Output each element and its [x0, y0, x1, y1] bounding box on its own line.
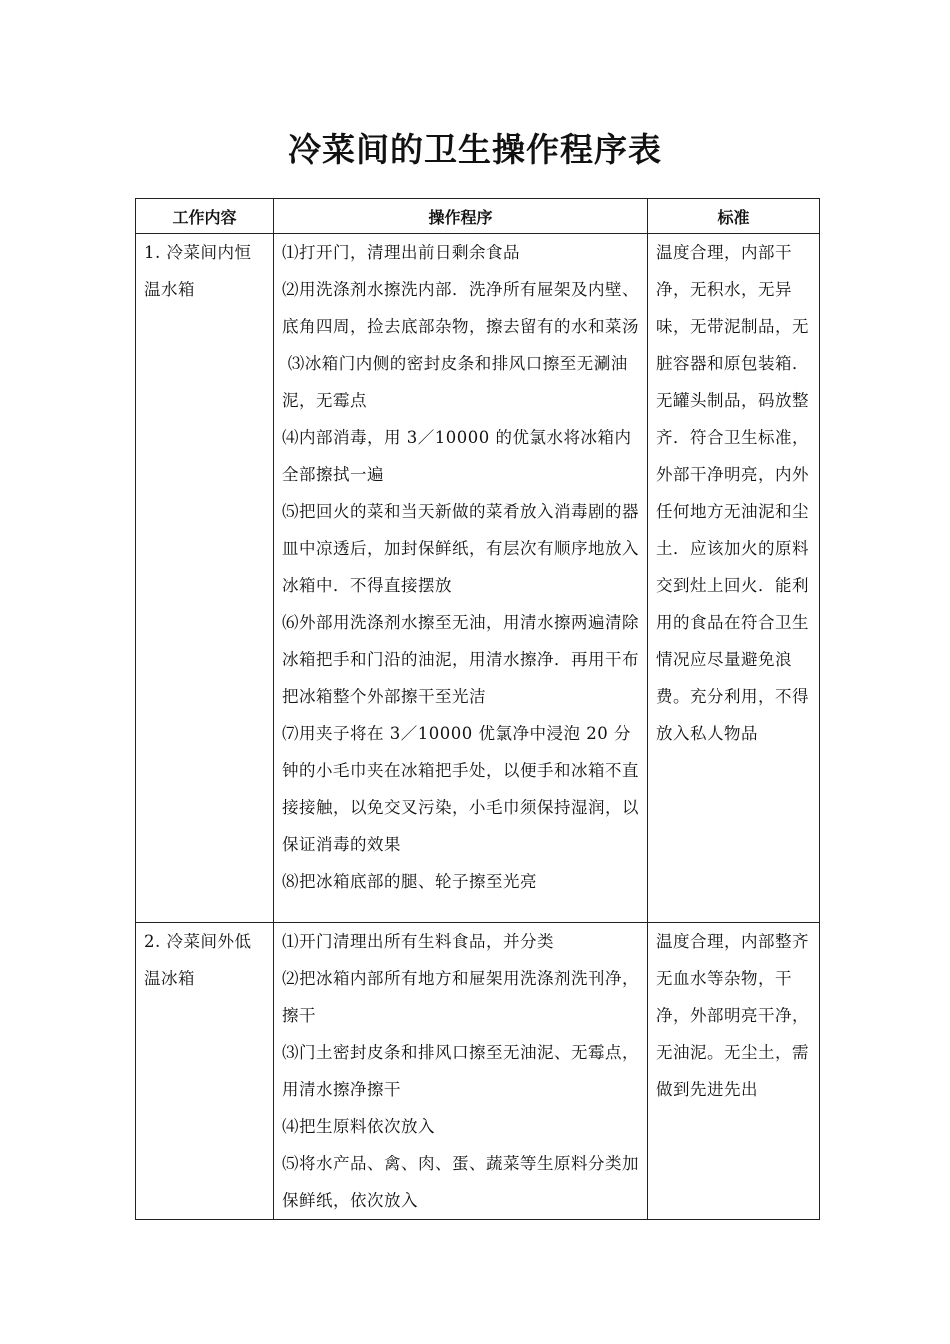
standard-cell: [648, 234, 820, 923]
header-procedure: 操作程序: [274, 199, 648, 234]
procedure-step: ⑸把回火的菜和当天新做的菜肴放入消毒剧的器皿中凉透后，加封保鲜纸，有层次有顺序地放入冰箱中．不得直接摆放: [282, 502, 639, 595]
procedure-step: ⑴开门清理出所有生料食品，并分类: [282, 932, 554, 951]
procedure-table: [135, 198, 820, 1220]
work-content-cell: [136, 923, 274, 1220]
header-standard: 标准: [648, 199, 820, 234]
work-content-cell: [136, 234, 274, 923]
procedure-step: ⑶冰箱门内侧的密封皮条和排风口擦至无涮油泥，无霉点: [282, 354, 628, 410]
procedure-step: ⑵用洗涤剂水擦洗内部．洗净所有屉架及内壁、底角四周，捡去底部杂物，擦去留有的水和菜汤: [282, 280, 639, 336]
procedure-step: ⑶门土密封皮条和排风口擦至无油泥、无霉点，用清水擦净擦干: [282, 1043, 639, 1099]
procedure-step: ⑸将水产品、禽、肉、蛋、蔬菜等生原料分类加保鲜纸，依次放入: [282, 1154, 639, 1210]
table-header-row: [136, 199, 820, 234]
procedure-step: ⑷内部消毒，用 3／10000 的优氯水将冰箱内全部擦拭一遍: [282, 428, 632, 484]
procedure-steps-cell: [274, 234, 648, 923]
table-row: [136, 923, 820, 1220]
standard-cell: [648, 923, 820, 1220]
procedure-step: ⑴打开门，清理出前日剩余食品: [282, 243, 520, 262]
table-row: [136, 234, 820, 923]
procedure-step: ⑹外部用洗涤剂水擦至无油，用清水擦两遍清除冰箱把手和门沿的油泥，用清水擦净．再用干布把冰箱整个外部擦干至光洁: [282, 613, 639, 706]
procedure-step: ⑻把冰箱底部的腿、轮子擦至光亮: [282, 872, 537, 891]
procedure-step: ⑺用夹子将在 3／10000 优氯净中浸泡 20 分钟的小毛巾夹在冰箱把手处，以便手和冰箱不直接接触，以免交叉污染，小毛巾须保持湿润，以保证消毒的效果: [282, 724, 639, 854]
header-work-content: 工作内容: [136, 199, 274, 234]
procedure-steps-cell: [274, 923, 648, 1220]
work-content-text: 2. 冷菜间外低温冰箱: [144, 932, 252, 988]
work-content-text: 1. 冷菜间内恒温水箱: [144, 243, 252, 299]
standard-text: 温度合理，内部干净，无积水，无异味，无带泥制品，无脏容器和原包装箱．无罐头制品，码放整齐．符合卫生标准，外部干净明亮，内外任何地方无油泥和尘土．应该加火的原料交到灶上回火．能利用的食品在符合卫生情况应尽量避免浪费。充分利用，不得放入私人物品: [656, 243, 809, 743]
document-title: 冷菜间的卫生操作程序表: [288, 130, 662, 169]
procedure-step: ⑵把冰箱内部所有地方和屉架用洗涤剂洗刊净，擦干: [282, 969, 639, 1025]
procedure-step: ⑷把生原料依次放入: [282, 1117, 435, 1136]
standard-text: 温度合理，内部整齐无血水等杂物，干净，外部明亮干净，无油泥。无尘土，需做到先进先出: [656, 932, 809, 1099]
